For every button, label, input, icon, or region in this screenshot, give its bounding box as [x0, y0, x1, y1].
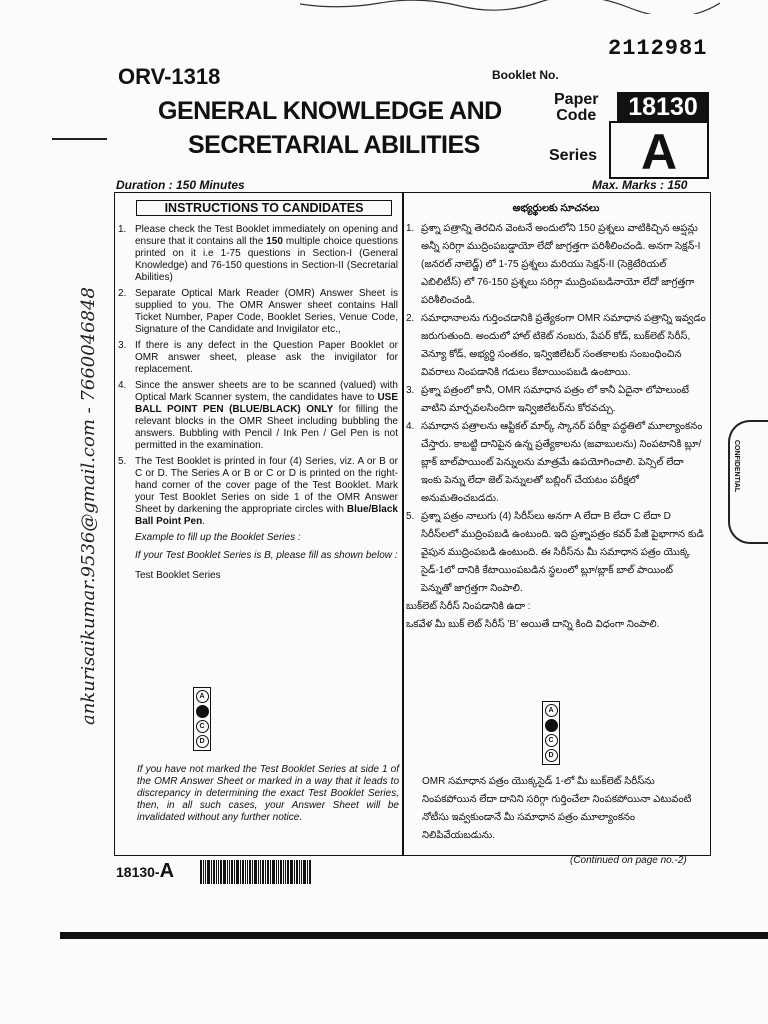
seal-text: CONFIDENTIAL [733, 440, 740, 493]
exam-code: ORV-1318 [118, 64, 221, 89]
instruction-text: Separate Optical Mark Reader (OMR) Answer Sheet is supplied to you. The OMR Answer sheet contains Hall Ticket Number, Paper Code, Booklet Series, Venue Code, Signature of the Candidate and Invigilator etc., [135, 288, 398, 335]
scan-noise [300, 0, 720, 14]
telugu-instruction-text: ప్రశ్నా పత్రం నాలుగు (4) సిరీస్‌లు అనగా A లేదా B లేదా C లేదా D సిరీస్‌లలో ముద్రింపబడి ఉంటుంది. ఇది ప్రశ్నాపత్రం కవర్ పేజీ పైభాగాన కుడి వైపున ముద్రింపబడి ఉంటుంది. ఈ సిరీస్‌ను మీ సమాధాన పత్రం యొక్క సైడ్-1లో దానికి కేటాయింపబడిన స్థలంలో బ్లూ/బ్లాక్ బాల్ పాయింట్ పెన్నుతో జాగ్రత్తగా నింపాలి. [421, 511, 704, 594]
barcode-bar [231, 860, 233, 884]
telugu-heading: అభ్యర్థులకు సూచనలు [512, 203, 600, 214]
paper-title-line2: SECRETARIAL ABILITIES [188, 131, 480, 159]
barcode-bar [296, 860, 298, 884]
answer-bubble: D [545, 749, 558, 762]
instruction-text-cont: . [202, 516, 206, 527]
barcode-bar [223, 860, 226, 884]
telugu-instruction-number: 1. [406, 223, 415, 234]
example-line: Example to fill up the Booklet Series : [135, 532, 301, 543]
instruction-number: 1. [118, 224, 127, 235]
barcode-bar [290, 860, 293, 884]
telugu-instruction-number: 2. [406, 313, 415, 324]
answer-bubble: D [196, 735, 209, 748]
barcode-bar [258, 860, 259, 884]
barcode-bar [247, 860, 248, 884]
instructions-heading: INSTRUCTIONS TO CANDIDATES [136, 200, 392, 216]
barcode-bar [307, 860, 308, 884]
answer-bubble: A [545, 704, 558, 717]
telugu-instruction-text: సమాధాన పత్రాలను ఆప్టికల్ మార్క్ స్కానర్ పరీక్షా పద్ధతిలో మూల్యాంకనం చేస్తారు. కాబట్టి దానిపైన ఉన్న ప్రత్యేకాలను (జవాబులను) నింపటానికి బ్లూ/బ్లాక్ బాల్‌పాయింట్ పెన్నులను మాత్రమే ఉపయోగించాలి. పెన్సిల్ లేదా ఇంకు పెన్ను లేదా జెల్ పెన్నులతో బబ్లింగ్ చేయటం పరీక్షలో అనుమతించబడదు. [421, 421, 703, 504]
barcode-bar [240, 860, 241, 884]
instruction-emphasis: Blue/Black Ball Point Pen [135, 504, 398, 527]
instruction-text: Since the answer sheets are to be scanned (valued) with Optical Mark Scanner system, the candidates have to [135, 380, 398, 403]
series-letter: A [609, 121, 709, 179]
barcode-bar [213, 860, 215, 884]
barcode-bar [252, 860, 253, 884]
barcode-bar [220, 860, 222, 884]
telugu-instruction-text: సమాధానాలను గుర్తించడానికి ప్రత్యేకంగా OMR సమాధాన పత్రాన్ని ఇవ్వడం జరుగుతుంది. అందులో హాల్ టికెట్ నంబరు, పేపర్ కోడ్, బుక్‌లెట్ సిరీస్, వెన్యూ కోడ్, అభ్యర్థి సంతకం, ఇన్విజిలేటర్ సంతకాలకు సంబంధించిన వివరాలు నింపడానికి గడులు కేటాయింపబడి ఉంటాయి. [421, 313, 706, 378]
handwritten-note [54, 210, 114, 730]
booklet-no-label: Booklet No. [492, 68, 559, 82]
instruction-number: 4. [118, 380, 127, 391]
telugu-instruction-item [406, 382, 706, 418]
barcode [200, 860, 350, 884]
booklet-number: 2112981 [608, 36, 708, 61]
paper-code-label-1: Paper [554, 91, 599, 108]
barcode-bar [211, 860, 212, 884]
barcode-bar [278, 860, 279, 884]
instruction-list [116, 224, 398, 528]
series-label: Series [549, 147, 598, 164]
bubble-example-telugu [542, 701, 560, 765]
footer-code-series: A [159, 860, 175, 882]
answer-bubble: C [196, 720, 209, 733]
instructions-english [116, 196, 398, 582]
telugu-example-detail: ఒకవేళ మీ బుక్ లెట్ సిరీస్ 'B' అయితే దాన్ని కింది విధంగా నింపాలి. [406, 619, 660, 630]
bubble-example-english [193, 687, 211, 751]
barcode-bar [272, 860, 275, 884]
instruction-text: If there is any defect in the Question Paper Booklet or OMR answer sheet, please ask the invigilator for replacement. [135, 340, 398, 375]
invalidation-note: If you have not marked the Test Booklet Series at side 1 of the OMR Answer Sheet or marked in a way that it leads to discrepancy in determining the exact Test Booklet Series, then, in all such cases, your Answer Sheet will be invalidated without any further notice. [137, 764, 399, 823]
barcode-bar [234, 860, 235, 884]
telugu-instruction-item [406, 220, 706, 310]
barcode-bar [262, 860, 264, 884]
barcode-bar [283, 860, 284, 884]
barcode-bar [236, 860, 239, 884]
barcode-bar [245, 860, 246, 884]
barcode-bar [242, 860, 244, 884]
example-detail: If your Test Booklet Series is B, please fill as shown below : [135, 550, 398, 561]
paper-code-label [554, 92, 598, 124]
paper-code: 18130 [617, 92, 709, 122]
instructions-telugu [406, 196, 706, 634]
barcode-bar [227, 860, 228, 884]
instruction-number: 5. [118, 456, 127, 467]
telugu-instruction-text: ప్రశ్నా పత్రాన్ని తెరచిన వెంటనే అందులోని 150 ప్రశ్నలు వాటికిచ్చిన ఆప్షన్లు అన్నీ సరిగ్గా ముద్రింపబడ్డాయో లేదో జాగ్రత్తగా పరిశీలించండి. అనగా సెక్షన్-I (జనరల్ నాలెడ్జ్) లో 1-75 ప్రశ్నలు మరియు సెక్షన్-II (సెక్రెటేరియల్ ఎబిలిటీస్) లో 76-150 ప్రశ్నలు సరిగ్గా ముద్రింపబడినాయో లేదో జాగ్రత్తగా పరిశీలించండి. [421, 223, 701, 306]
instruction-text-cont: for filling the relevant blocks in the OMR Sheet including bubbling the answers. Bubbling with Pencil / Ink Pen / Gel Pen is not permitted in the examination. [135, 404, 398, 451]
barcode-bar [200, 860, 202, 884]
barcode-bar [280, 860, 282, 884]
barcode-bar [294, 860, 295, 884]
answer-bubble: C [545, 734, 558, 747]
max-marks: Max. Marks : 150 [592, 178, 688, 192]
barcode-bar [267, 860, 269, 884]
barcode-bar [260, 860, 261, 884]
barcode-bar [270, 860, 271, 884]
barcode-bar [254, 860, 257, 884]
telugu-instruction-number: 5. [406, 511, 415, 522]
telugu-instruction-number: 4. [406, 421, 415, 432]
telugu-instruction-item [406, 418, 706, 508]
barcode-bar [249, 860, 251, 884]
telugu-instruction-number: 3. [406, 385, 415, 396]
barcode-bar [229, 860, 230, 884]
telugu-example-line: బుక్‌లెట్ సిరీస్ నింపడానికి ఉదా : [406, 601, 531, 612]
instruction-item [116, 456, 398, 528]
barcode-bar [205, 860, 206, 884]
barcode-bar [285, 860, 286, 884]
barcode-bar [287, 860, 289, 884]
instruction-emphasis: USE BALL POINT PEN (BLUE/BLACK) ONLY [135, 392, 398, 415]
telugu-instruction-item [406, 508, 706, 598]
instruction-number: 3. [118, 340, 127, 351]
continued-note: (Continued on page no.-2) [570, 855, 687, 866]
answer-bubble: A [196, 690, 209, 703]
handwritten-text: ankurisaikumar.9536@gmail.com - 7660046848 [78, 287, 99, 725]
instruction-text-cont: multiple choice questions printed on it i.e 1-75 questions in Section-I (General Knowledge) and 76-150 questions in Section-II (Secretarial Abilities) [135, 236, 399, 283]
duration: Duration : 150 Minutes [116, 178, 245, 192]
instruction-item [116, 380, 398, 452]
instruction-item [116, 288, 398, 336]
footer-code-prefix: 18130- [116, 864, 160, 880]
barcode-bar [265, 860, 266, 884]
paper-title-line1: GENERAL KNOWLEDGE AND [158, 97, 502, 125]
margin-mark [52, 138, 107, 140]
barcode-bar [218, 860, 219, 884]
barcode-bar [303, 860, 306, 884]
telugu-instruction-text: ప్రశ్నా పత్రంలో కానీ, OMR సమాధాన పత్రం లో కానీ ఏదైనా లోపాలుంటే వాటిని మార్చవలసిందిగా ఇన్విజిలేటర్‌ను కోరవచ్చు. [421, 385, 689, 414]
barcode-bar [299, 860, 300, 884]
barcode-bar [276, 860, 277, 884]
barcode-bar [207, 860, 210, 884]
barcode-bar [203, 860, 204, 884]
column-divider [402, 192, 404, 856]
instruction-item [116, 340, 398, 376]
instruction-number: 2. [118, 288, 127, 299]
telugu-instruction-item [406, 310, 706, 382]
test-booklet-series-label: Test Booklet Series [135, 570, 221, 581]
barcode-bar [301, 860, 302, 884]
footer-code [116, 860, 174, 883]
answer-bubble: B [545, 719, 558, 732]
instruction-text: Please check the Test Booklet immediately on opening and ensure that it contains all the [135, 224, 398, 247]
instruction-text: The Test Booklet is printed in four (4) Series, viz. A or B or C or D. The Series A or B or C or D is printed on the right-hand corner of the cover page of the Test Booklet. Mark your Test Booklet Series on side 1 of the OMR Answer Sheet by darkening the appropriate circles with [135, 456, 398, 515]
telugu-invalidation-note: OMR సమాధాన పత్రం యొక్కసైడ్ 1-లో మీ బుక్‌లెట్ సిరీస్‌ను నింపకపోయిన లేదా దానిని సరిగ్గా గుర్తించేలా నింపకపోయినా ఎటువంటి నోటీసు ఇవ్వకుండానే మీ సమాధాన పత్రం మూల్యాంకనం నిలిపివేయబడును. [422, 776, 692, 841]
paper-code-label-2: Code [556, 107, 597, 124]
telugu-instruction-list [406, 220, 706, 598]
instruction-emphasis: 150 [266, 236, 283, 247]
instruction-item [116, 224, 398, 284]
answer-bubble: B [196, 705, 209, 718]
barcode-bar [309, 860, 311, 884]
bottom-border [60, 932, 768, 939]
barcode-bar [216, 860, 217, 884]
